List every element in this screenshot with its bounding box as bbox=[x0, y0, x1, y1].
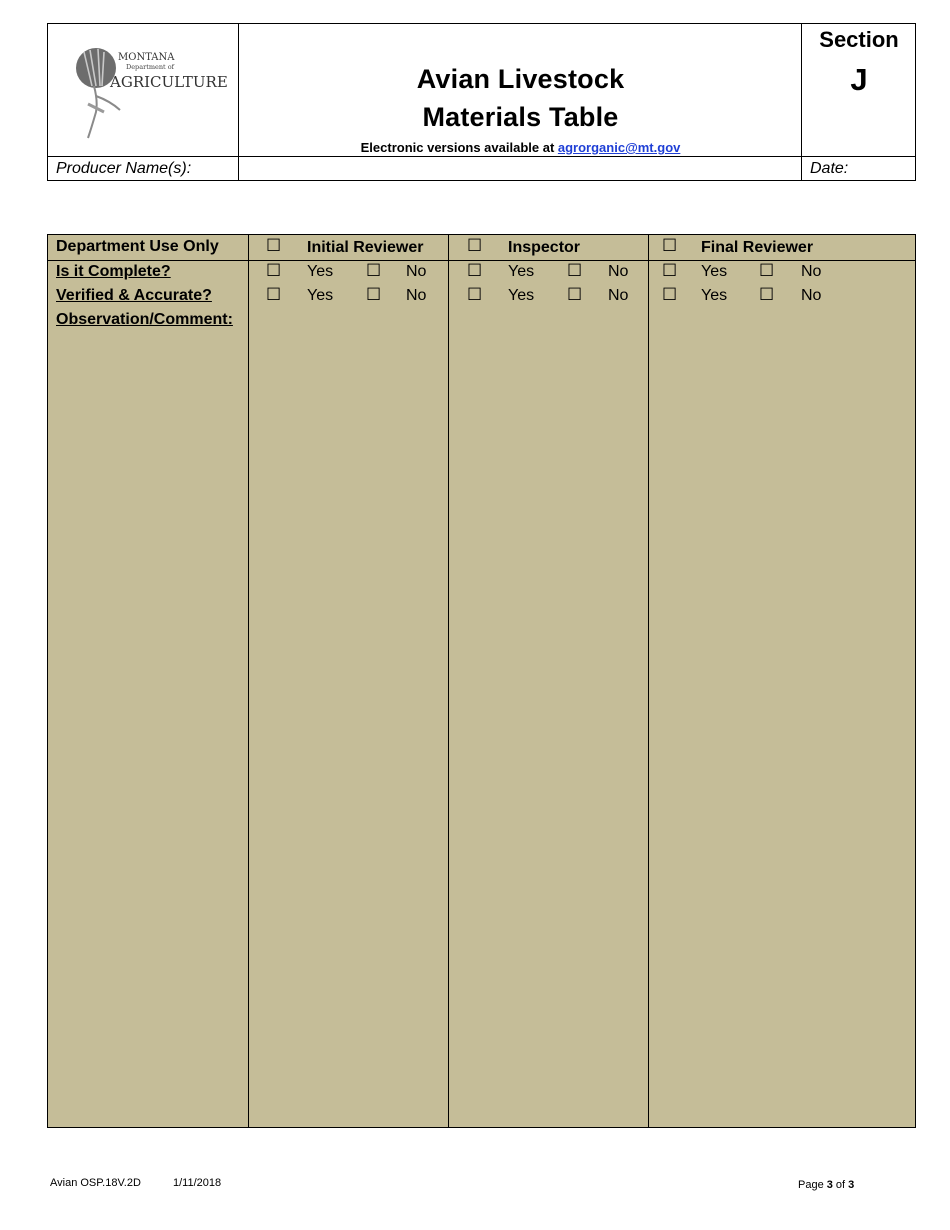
final-reviewer-comment-field[interactable] bbox=[649, 330, 915, 1126]
page-title-line1: Avian Livestock bbox=[416, 64, 625, 94]
inspector-verified-yes-checkbox[interactable]: ☐ bbox=[467, 285, 483, 305]
logo-text-montana: MONTANA bbox=[118, 52, 175, 63]
final-verified-yes-checkbox[interactable]: ☐ bbox=[662, 285, 678, 305]
no-label: No bbox=[406, 263, 427, 280]
initial-complete-no-checkbox[interactable]: ☐ bbox=[366, 261, 382, 281]
inspector-checkbox[interactable]: ☐ bbox=[467, 236, 483, 256]
logo-text-department: Department of bbox=[126, 63, 175, 71]
final-complete-yes-checkbox[interactable]: ☐ bbox=[662, 261, 678, 281]
form-id: Avian OSP.18V.2D bbox=[50, 1177, 141, 1189]
section-label: Section bbox=[819, 27, 899, 52]
yes-label: Yes bbox=[307, 287, 334, 304]
page-of: of bbox=[832, 1179, 849, 1191]
producer-name-field[interactable] bbox=[239, 157, 801, 181]
yes-label: Yes bbox=[701, 287, 728, 304]
section-letter: J bbox=[850, 62, 868, 97]
page-title-line2: Materials Table bbox=[422, 102, 619, 132]
inspector-label: Inspector bbox=[508, 239, 581, 256]
final-reviewer-checkbox[interactable]: ☐ bbox=[662, 236, 678, 256]
page-total: 3 bbox=[848, 1179, 855, 1191]
page-prefix: Page bbox=[798, 1179, 827, 1191]
inspector-comment-field[interactable] bbox=[449, 330, 647, 1126]
initial-complete-yes-checkbox[interactable]: ☐ bbox=[266, 261, 282, 281]
initial-verified-yes-checkbox[interactable]: ☐ bbox=[266, 285, 282, 305]
inspector-complete-yes-checkbox[interactable]: ☐ bbox=[467, 261, 483, 281]
initial-reviewer-comment-field[interactable] bbox=[249, 330, 447, 1126]
no-label: No bbox=[801, 263, 822, 280]
yes-label: Yes bbox=[508, 263, 535, 280]
initial-reviewer-label: Initial Reviewer bbox=[307, 239, 424, 256]
page-current: 3 bbox=[826, 1179, 833, 1191]
yes-label: Yes bbox=[508, 287, 535, 304]
final-verified-no-checkbox[interactable]: ☐ bbox=[759, 285, 775, 305]
department-use-table bbox=[47, 234, 916, 1128]
initial-verified-no-checkbox[interactable]: ☐ bbox=[366, 285, 382, 305]
final-complete-no-checkbox[interactable]: ☐ bbox=[759, 261, 775, 281]
no-label: No bbox=[608, 263, 629, 280]
observation-comment-label: Observation/Comment: bbox=[56, 311, 233, 328]
montana-agriculture-logo bbox=[70, 46, 228, 142]
is-it-complete-label: Is it Complete? bbox=[56, 263, 171, 280]
initial-reviewer-checkbox[interactable]: ☐ bbox=[266, 236, 282, 256]
title-cell bbox=[239, 24, 802, 157]
electronic-versions-text: Electronic versions available at bbox=[360, 140, 558, 155]
logo-cell bbox=[48, 24, 239, 157]
email-link[interactable]: agrorganic@mt.gov bbox=[557, 140, 681, 155]
no-label: No bbox=[406, 287, 427, 304]
electronic-versions-note bbox=[239, 140, 802, 155]
form-header bbox=[47, 23, 916, 181]
section-cell bbox=[802, 24, 916, 157]
page-number bbox=[798, 1178, 854, 1192]
no-label: No bbox=[608, 287, 629, 304]
final-reviewer-label: Final Reviewer bbox=[701, 239, 814, 256]
no-label: No bbox=[801, 287, 822, 304]
verified-accurate-label: Verified & Accurate? bbox=[56, 287, 212, 304]
yes-label: Yes bbox=[701, 263, 728, 280]
inspector-complete-no-checkbox[interactable]: ☐ bbox=[567, 261, 583, 281]
yes-label: Yes bbox=[307, 263, 334, 280]
logo-text-agriculture: AGRICULTURE bbox=[110, 73, 228, 91]
producer-name-label: Producer Name(s): bbox=[56, 160, 192, 177]
department-use-only-label: Department Use Only bbox=[56, 238, 219, 255]
inspector-verified-no-checkbox[interactable]: ☐ bbox=[567, 285, 583, 305]
form-date: 1/11/2018 bbox=[173, 1177, 222, 1189]
date-label: Date: bbox=[810, 160, 849, 177]
